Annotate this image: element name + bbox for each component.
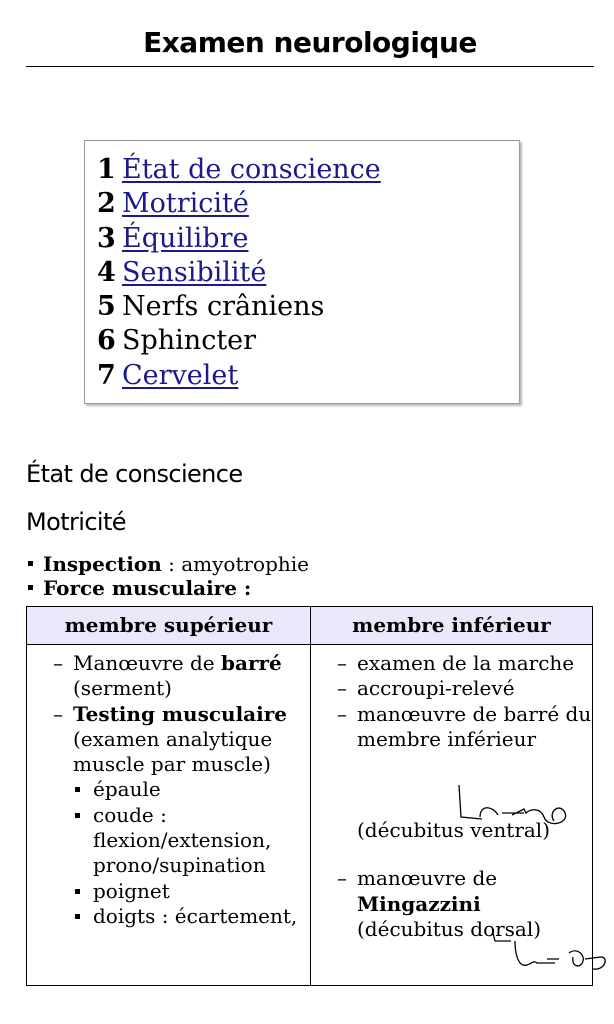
table-header-membre-inferieur: membre inférieur [352, 613, 551, 637]
toc-number: 6 [97, 325, 116, 357]
list-item: – examen de la marche [337, 651, 592, 676]
item-text: (décubitus dorsal) [357, 917, 542, 942]
bullet-item [26, 552, 309, 576]
sub-list-item: coude : flexion/extension, prono/supination [73, 803, 311, 879]
title-divider [26, 66, 594, 67]
item-text: Manœuvre de [73, 651, 221, 675]
handwritten-sketch-icon [452, 779, 572, 839]
toc-number: 7 [97, 359, 116, 391]
handwritten-sketch-icon [489, 929, 609, 979]
toc-link[interactable]: Sensibilité [122, 256, 267, 288]
item-text: (serment) [73, 676, 172, 701]
list-item: – accroupi-relevé [337, 676, 592, 701]
item-bold: Testing musculaire [73, 701, 287, 726]
bullet-item [26, 576, 309, 600]
toc-link[interactable]: Équilibre [122, 222, 249, 254]
sub-list-item: doigts : écartement, [73, 904, 311, 929]
toc-item-cervelet[interactable] [97, 359, 519, 393]
table-cell-membre-superieur [53, 651, 311, 929]
table-of-contents [84, 140, 520, 404]
list-item: – manœuvre de barré du membre inférieur [337, 702, 592, 753]
toc-item-sensibilite[interactable] [97, 256, 519, 290]
item-bold: Mingazzini [357, 891, 481, 916]
sub-list [73, 777, 311, 929]
toc-item-etat-de-conscience[interactable] [97, 153, 519, 187]
toc-number: 4 [97, 256, 116, 288]
toc-item-nerfs-craniens [97, 290, 519, 324]
page-title: Examen neurologique [143, 26, 477, 59]
square-bullet-icon [28, 561, 33, 566]
bullet-bold: Inspection [43, 552, 162, 576]
section-heading-motricite: Motricité [26, 508, 126, 536]
spacer [337, 843, 592, 866]
force-table [26, 606, 593, 986]
bullet-text: : amyotrophie [161, 552, 310, 576]
toc-link[interactable]: Cervelet [122, 359, 239, 391]
square-bullet-icon [28, 585, 33, 590]
toc-number: 1 [97, 154, 116, 185]
list-item [53, 651, 311, 702]
toc-number: 5 [97, 291, 116, 323]
toc-item-equilibre[interactable] [97, 222, 519, 256]
sub-list-item: poignet [73, 879, 311, 904]
sub-list-item: épaule [73, 777, 311, 802]
toc-link[interactable]: Motricité [122, 188, 249, 220]
toc-number: 2 [97, 188, 116, 220]
toc-link[interactable]: État de conscience [122, 154, 381, 185]
toc-text: Sphincter [122, 325, 257, 357]
item-text: (examen analytique muscle par muscle) [73, 726, 273, 777]
toc-item-motricite[interactable] [97, 187, 519, 221]
bullet-list [26, 552, 309, 600]
item-bold: barré [221, 651, 282, 675]
toc-text: Nerfs crâniens [122, 291, 325, 323]
toc-item-sphincter [97, 324, 519, 358]
section-heading-etat-de-conscience: État de conscience [26, 460, 243, 488]
bullet-bold: Force musculaire : [43, 576, 252, 600]
item-text: manœuvre de [357, 866, 498, 891]
item-note: (décubitus ventral) [357, 818, 550, 843]
toc-number: 3 [97, 222, 116, 254]
table-header-membre-superieur: membre supérieur [64, 613, 273, 637]
list-item [53, 702, 311, 930]
